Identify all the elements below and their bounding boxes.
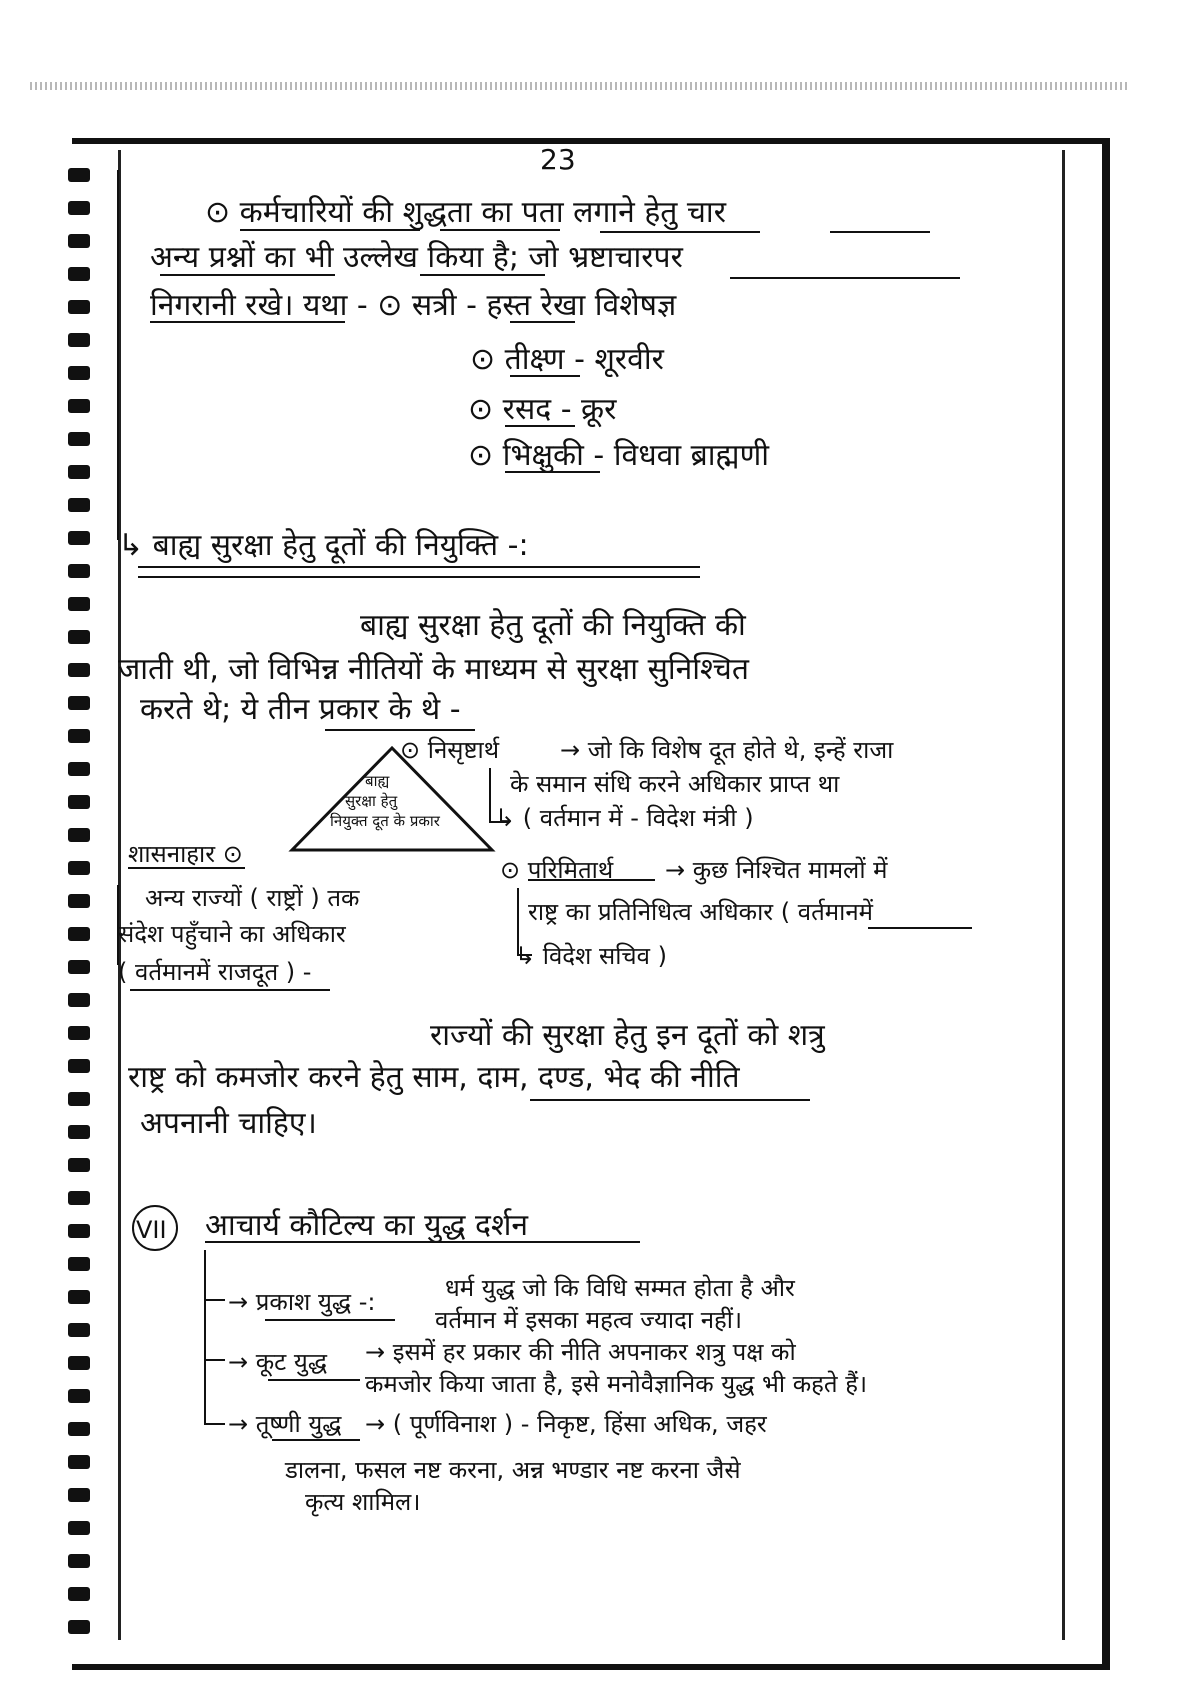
parimitartha-desc-2: राष्ट्र का प्रतिनिधित्व अधिकार ( वर्तमानमें xyxy=(528,898,874,926)
intro-item-1: ⊙ तीक्ष्ण - शूरवीर xyxy=(470,342,664,377)
intro-line-3: निगरानी रखे। यथा - ⊙ सत्री - हस्त रेखा विशेषज्ञ xyxy=(150,288,677,323)
nisrishtartha-desc-1: → जो कि विशेष दूत होते थे, इन्हें राजा xyxy=(560,736,894,764)
nisrishtartha-title: ⊙ निसृष्टार्थ xyxy=(400,736,500,764)
triangle-label-1: बाह्य xyxy=(365,772,390,790)
section-heading-war: आचार्य कौटिल्य का युद्ध दर्शन xyxy=(205,1208,528,1243)
prakash-title: → प्रकाश युद्ध -: xyxy=(228,1288,376,1316)
koot-title: → कूट युद्ध xyxy=(228,1348,327,1376)
koot-desc-2: कमजोर किया जाता है, इसे मनोवैज्ञानिक युद्ध भी कहते हैं। xyxy=(365,1370,868,1398)
nisrishtartha-desc-3: ↳ ( वर्तमान में - विदेश मंत्री ) xyxy=(495,804,754,832)
parimitartha-desc-1: → कुछ निश्चित मामलों में xyxy=(665,856,888,884)
triangle-diagram xyxy=(292,748,492,850)
koot-desc-1: → इसमें हर प्रकार की नीति अपनाकर शत्रु पक्ष को xyxy=(365,1338,796,1366)
shasanahara-desc-3: ( वर्तमानमें राजदूत ) - xyxy=(118,958,312,986)
intro-line-1: ⊙ कर्मचारियों की शुद्धता का पता लगाने हेतु चार xyxy=(205,195,726,230)
section-heading-envoys: ↳ बाह्य सुरक्षा हेतु दूतों की नियुक्ति -: xyxy=(118,528,529,563)
intro-line-2: अन्य प्रश्नों का भी उल्लेख किया है; जो भ्रष्टाचारपर xyxy=(150,240,683,275)
envoys-para-3: करते थे; ये तीन प्रकार के थे - xyxy=(140,692,461,727)
tushni-title: → तूष्णी युद्ध xyxy=(228,1410,342,1438)
envoys-para-1: बाह्य सुरक्षा हेतु दूतों की नियुक्ति की xyxy=(360,608,746,643)
envoys-para-5: राष्ट्र को कमजोर करने हेतु साम, दाम, दण्ड, भेद की नीति xyxy=(128,1060,740,1095)
prakash-desc-2: वर्तमान में इसका महत्व ज्यादा नहीं। xyxy=(435,1306,743,1334)
tushni-desc-3: कृत्य शामिल। xyxy=(305,1488,421,1516)
parimitartha-title: ⊙ परिमितार्थ xyxy=(500,856,614,884)
tushni-desc-2: डालना, फसल नष्ट करना, अन्न भण्डार नष्ट करना जैसे xyxy=(285,1456,741,1484)
intro-item-2: ⊙ रसद - क्रूर xyxy=(468,392,617,427)
triangle-label-2: सुरक्षा हेतु xyxy=(345,792,398,810)
intro-item-3: ⊙ भिक्षुकी - विधवा ब्राह्मणी xyxy=(468,438,770,473)
shasanahara-title: शासनाहार ⊙ xyxy=(128,840,243,868)
nisrishtartha-desc-2: के समान संधि करने अधिकार प्राप्त था xyxy=(510,770,840,798)
envoys-para-4: राज्यों की सुरक्षा हेतु इन दूतों को शत्रु xyxy=(430,1018,825,1053)
page-number: 23 xyxy=(540,143,576,176)
triangle-label-3: नियुक्त दूत के प्रकार xyxy=(330,812,440,830)
envoys-para-2: जाती थी, जो विभिन्न नीतियों के माध्यम से सुरक्षा सुनिश्चित xyxy=(118,652,749,687)
envoys-para-6: अपनानी चाहिए। xyxy=(140,1106,317,1141)
section-number: VII xyxy=(136,1216,167,1244)
tushni-desc-1: → ( पूर्णविनाश ) - निकृष्ट, हिंसा अधिक, जहर xyxy=(365,1410,767,1438)
shasanahara-desc-1: अन्य राज्यों ( राष्ट्रों ) तक xyxy=(145,884,360,912)
parimitartha-desc-3: ↳ विदेश सचिव ) xyxy=(515,942,668,970)
prakash-desc-1: धर्म युद्ध जो कि विधि सम्मत होता है और xyxy=(445,1274,795,1302)
shasanahara-desc-2: संदेश पहुँचाने का अधिकार xyxy=(118,920,346,948)
